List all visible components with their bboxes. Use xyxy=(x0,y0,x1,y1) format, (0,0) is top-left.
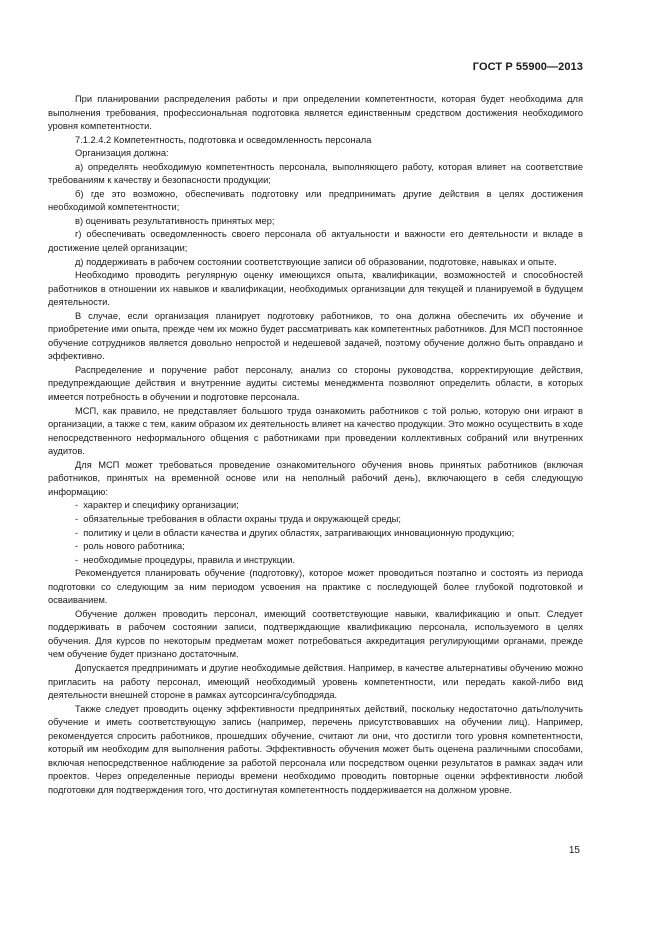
paragraph: Допускается предпринимать и другие необходимые действия. Например, в качестве альтернативы обучению можно пригласить на работу персонал, имеющий необходимый уровень компетентности, или передать какой-либо вид деятельности внешней стороне в рамках аутсорсинга/субподряда. xyxy=(48,662,583,701)
section-heading: 7.1.2.4.2 Компетентность, подготовка и осведомленность персонала xyxy=(75,134,372,145)
paragraph: Рекомендуется планировать обучение (подготовку), которое может проводиться поэтапно и состоять из периода подготовки со следующим за ним периодом усвоения на практике с последующей более глубокой подготовкой и осваиванием. xyxy=(48,568,583,606)
enum-item-g: г) обеспечивать осведомленность своего персонала об актуальности и важности его деятельности и вкладе в достижение целей организации; xyxy=(48,229,583,254)
paragraph: Необходимо проводить регулярную оценку имеющихся опыта, квалификации, возможностей и способностей работников в отношении их навыков и квалификации, необходимых организации для текущей и планируемой в будущем деятельности. xyxy=(48,270,583,308)
paragraph: Распределение и поручение работ персоналу, анализ со стороны руководства, корректирующие действия, предупреждающие действия и внутренние аудиты системы менеджмента позволяют определить области, в которых имеется потребность в обучении и подготовке персонала. xyxy=(48,364,583,403)
list-item: - характер и специфику организации; xyxy=(75,499,583,513)
paragraph: При планировании распределения работы и при определении компетентности, которая будет необходима для выполнения требования, профессиональная подготовка является единственным средством достижения необходимого уровня компетентности. xyxy=(48,94,583,132)
paragraph: В случае, если организация планирует подготовку работников, то она должна обеспечить их обучение и приобретение ими опыта, прежде чем их можно будет рассматривать как компетентных работников. Для МСП постоянное обучение сотрудников является довольно непростой и недешевой задачей, поэтому обучение должно быть оправдано и эффективно. xyxy=(48,310,583,362)
enum-item-d: д) поддерживать в рабочем состоянии соответствующие записи об образовании, подготовке, навыках и опыте. xyxy=(75,256,557,267)
paragraph: Обучение должен проводить персонал, имеющий соответствующие навыки, квалификацию и опыт. Следует поддерживать в рабочем состоянии записи, подтверждающие квалификацию персонала, используемого в целях обучения. Для курсов по некоторым предметам может потребоваться аккредитация регулирующими органами, прежде чем обучение будет признано достаточным. xyxy=(48,608,583,660)
list-item: - необходимые процедуры, правила и инструкции. xyxy=(75,554,583,568)
paragraph: Для МСП может требоваться проведение ознакомительного обучения вновь принятых работников (включая работников, принятых на временной основе или на неполный рабочий день), включающего в себя следующую информацию: xyxy=(48,459,583,497)
page-number: 15 xyxy=(568,845,580,856)
paragraph: МСП, как правило, не представляет большого труда ознакомить работников с той ролью, которую они играют в организации, а также с тем, каким образом их деятельность влияет на качество продукции. Это можно осуществить в ходе непосредственного неформального общения с работниками при проведении коллективных собраний или внутренних аудитов. xyxy=(48,405,583,457)
list-item: - политику и цели в области качества и других областях, затрагивающих инновационную продукцию; xyxy=(75,527,583,541)
list-item: - роль нового работника; xyxy=(75,540,583,554)
enum-item-v: в) оценивать результативность принятых мер; xyxy=(75,215,275,226)
list-item: - обязательные требования в области охраны труда и окружающей среды; xyxy=(75,513,583,527)
enum-item-a: а) определять необходимую компетентность персонала, выполняющего работу, которая влияет на соответствие требованиям к качеству и безопасности продукции; xyxy=(48,161,583,186)
paragraph: Также следует проводить оценку эффективности предпринятых действий, поскольку недостаточно дать/получить обучение и иметь соответствующую запись (например, перечень присутствовавших на обучении лиц). Например, рекомендуется спросить работников, прошедших обучение, считают ли они, что достигли того уровня компетентности, который им необходим для выполнения работы. Эффективность обучения может быть оценена различными способами, включая непосредственное наблюдение за работой персонала или посредством оценки результатов в рамках задач или проектов. Через определенные периоды времени необходимо проводить повторные оценки эффективности любой подготовки для подтверждения того, что достигнутая компетентность поддерживается на должном уровне. xyxy=(48,703,583,795)
paragraph: Организация должна: xyxy=(75,148,169,159)
document-code-header: ГОСТ Р 55900—2013 xyxy=(472,61,583,73)
body-text xyxy=(48,93,583,797)
info-list xyxy=(48,499,583,567)
enum-item-b: б) где это возможно, обеспечивать подготовку или предпринимать другие действия в целях достижения необходимой компетентности; xyxy=(48,188,583,213)
